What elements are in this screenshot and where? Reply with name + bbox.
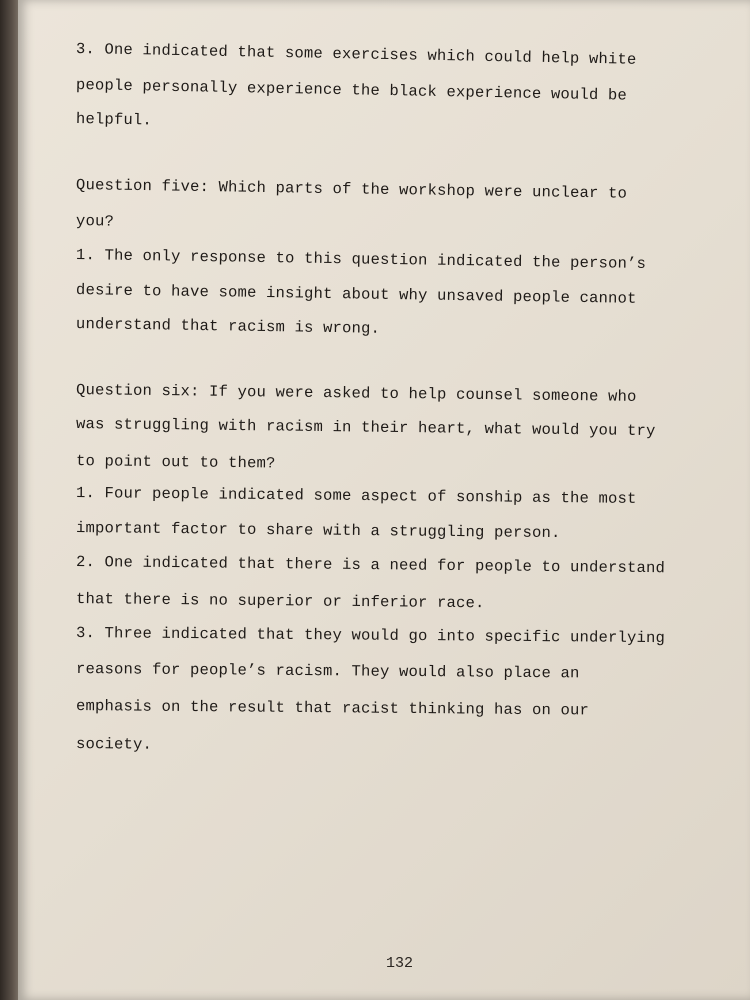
text-line: 1. The only response to this question indicated the person’s <box>75 246 647 273</box>
text-line: society. <box>75 735 153 754</box>
question-heading: Question five: Which parts of the workshop were unclear to <box>75 176 628 203</box>
page-number: 132 <box>386 955 414 972</box>
text-line: that there is no superior or inferior race. <box>75 590 485 613</box>
text-line: people personally experience the black experience would be <box>75 76 628 105</box>
text-line: emphasis on the result that racist thinking has on our <box>75 697 590 720</box>
text-line: you? <box>75 212 115 231</box>
text-line: important factor to share with a struggling person. <box>75 519 561 543</box>
text-line: 3. Three indicated that they would go into specific underlying <box>75 624 666 648</box>
document-page <box>18 0 750 1000</box>
text-line: was struggling with racism in their heart, what would you try <box>75 415 656 441</box>
text-line: 3. One indicated that some exercises which could help white <box>75 40 637 69</box>
text-line: desire to have some insight about why unsaved people cannot <box>75 281 637 308</box>
question-heading: Question six: If you were asked to help counsel someone who <box>75 381 637 406</box>
text-line: to point out to them? <box>75 452 276 473</box>
text-line: understand that racism is wrong. <box>75 315 381 338</box>
text-line: reasons for people’s racism. They would also place an <box>75 660 580 683</box>
text-line: 1. Four people indicated some aspect of sonship as the most <box>75 484 637 508</box>
text-line: 2. One indicated that there is a need for people to understand <box>75 553 666 578</box>
text-line: helpful. <box>75 110 153 130</box>
